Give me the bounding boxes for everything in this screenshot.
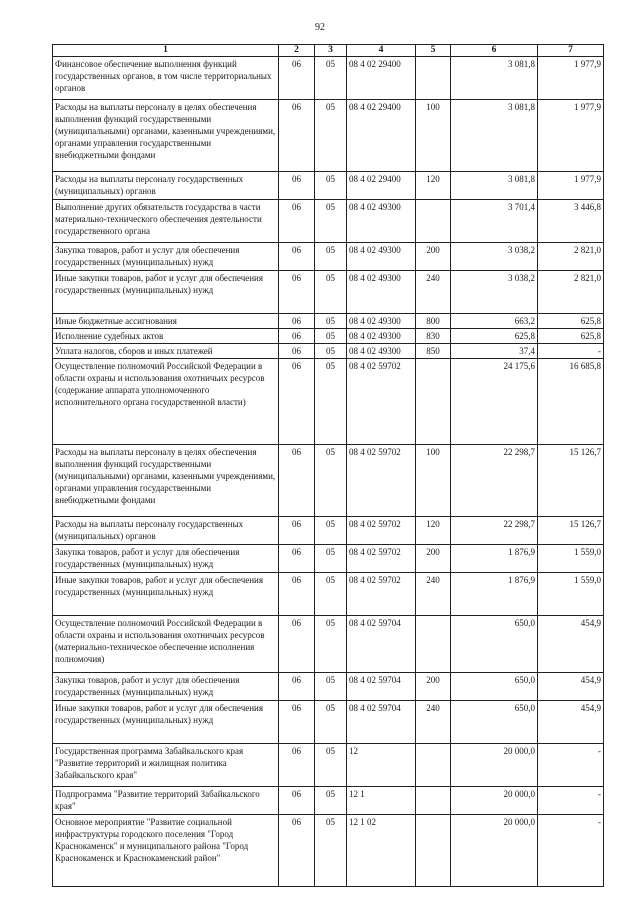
row-amount-approved: 3 081,8 xyxy=(451,172,538,200)
row-target-code: 08 4 02 49300 xyxy=(347,329,416,344)
row-target-code: 08 4 02 29400 xyxy=(347,57,416,100)
row-target-code: 08 4 02 59702 xyxy=(347,517,416,545)
row-amount-executed: 16 685,8 xyxy=(538,359,604,445)
row-section: 06 xyxy=(279,57,315,100)
row-expense-type: 240 xyxy=(416,573,451,616)
table-row xyxy=(53,616,604,673)
row-amount-executed: 1 977,9 xyxy=(538,100,604,172)
row-name: Финансовое обеспечение выполнения функций государственных органов, в том числе территориальных органов xyxy=(53,57,279,100)
table-row xyxy=(53,744,604,787)
row-amount-approved: 650,0 xyxy=(451,701,538,744)
table-row xyxy=(53,573,604,616)
row-amount-executed: 2 821,0 xyxy=(538,243,604,271)
row-section: 06 xyxy=(279,200,315,243)
row-section: 06 xyxy=(279,243,315,271)
row-section: 06 xyxy=(279,573,315,616)
header-col-7: 7 xyxy=(538,45,604,57)
table-row xyxy=(53,100,604,172)
row-subsection: 05 xyxy=(315,445,347,517)
row-amount-approved: 24 175,6 xyxy=(451,359,538,445)
row-subsection: 05 xyxy=(315,100,347,172)
row-subsection: 05 xyxy=(315,172,347,200)
row-section: 06 xyxy=(279,673,315,701)
table-row xyxy=(53,329,604,344)
row-name: Выполнение других обязательств государства в части материально-технического обеспечения деятельности государственного органа xyxy=(53,200,279,243)
row-amount-approved: 3 081,8 xyxy=(451,100,538,172)
row-target-code: 08 4 02 59702 xyxy=(347,545,416,573)
row-subsection: 05 xyxy=(315,57,347,100)
row-subsection: 05 xyxy=(315,517,347,545)
row-amount-approved: 3 701,4 xyxy=(451,200,538,243)
row-section: 06 xyxy=(279,545,315,573)
row-expense-type xyxy=(416,200,451,243)
row-amount-approved: 3 038,2 xyxy=(451,271,538,314)
row-target-code: 08 4 02 59704 xyxy=(347,616,416,673)
row-section: 06 xyxy=(279,445,315,517)
row-amount-approved: 20 000,0 xyxy=(451,744,538,787)
row-expense-type: 850 xyxy=(416,344,451,359)
row-name: Осуществление полномочий Российской Федерации в области охраны и использования охотничьих ресурсов (содержание аппарата уполномоченного исполнительного органа государственной власти) xyxy=(53,359,279,445)
row-amount-approved: 22 298,7 xyxy=(451,445,538,517)
row-target-code: 08 4 02 59702 xyxy=(347,573,416,616)
row-expense-type: 200 xyxy=(416,673,451,701)
table-body xyxy=(53,57,604,887)
row-subsection: 05 xyxy=(315,787,347,815)
row-subsection: 05 xyxy=(315,701,347,744)
row-target-code: 12 xyxy=(347,744,416,787)
table-row xyxy=(53,787,604,815)
row-target-code: 08 4 02 59704 xyxy=(347,701,416,744)
row-name: Иные закупки товаров, работ и услуг для обеспечения государственных (муниципальных) нужд xyxy=(53,573,279,616)
row-section: 06 xyxy=(279,616,315,673)
row-expense-type xyxy=(416,616,451,673)
row-expense-type: 240 xyxy=(416,271,451,314)
row-name: Исполнение судебных актов xyxy=(53,329,279,344)
row-name: Основное мероприятие "Развитие социальной инфраструктуры городского поселения "Город Краснокаменск" и муниципального района "Город Краснокаменск и Краснокаменский район" xyxy=(53,815,279,887)
row-amount-approved: 37,4 xyxy=(451,344,538,359)
row-target-code: 08 4 02 59704 xyxy=(347,673,416,701)
row-expense-type: 830 xyxy=(416,329,451,344)
row-amount-executed: 1 977,9 xyxy=(538,57,604,100)
row-section: 06 xyxy=(279,359,315,445)
row-amount-executed: 625,8 xyxy=(538,329,604,344)
table-row xyxy=(53,673,604,701)
row-amount-executed: - xyxy=(538,344,604,359)
row-section: 06 xyxy=(279,100,315,172)
row-target-code: 08 4 02 59702 xyxy=(347,359,416,445)
row-amount-approved: 1 876,9 xyxy=(451,573,538,616)
row-section: 06 xyxy=(279,344,315,359)
header-col-1: 1 xyxy=(53,45,279,57)
row-section: 06 xyxy=(279,787,315,815)
row-section: 06 xyxy=(279,815,315,887)
row-target-code: 08 4 02 29400 xyxy=(347,100,416,172)
row-name: Закупка товаров, работ и услуг для обеспечения государственных (муниципальных) нужд xyxy=(53,243,279,271)
row-amount-executed: 454,9 xyxy=(538,616,604,673)
header-col-2: 2 xyxy=(279,45,315,57)
row-name: Иные закупки товаров, работ и услуг для обеспечения государственных (муниципальных) нужд xyxy=(53,701,279,744)
row-expense-type: 100 xyxy=(416,100,451,172)
table-row xyxy=(53,815,604,887)
row-section: 06 xyxy=(279,314,315,329)
row-amount-approved: 20 000,0 xyxy=(451,815,538,887)
table-row xyxy=(53,243,604,271)
row-amount-executed: - xyxy=(538,815,604,887)
row-amount-approved: 650,0 xyxy=(451,673,538,701)
row-target-code: 12 1 02 xyxy=(347,815,416,887)
row-expense-type xyxy=(416,744,451,787)
row-amount-approved: 1 876,9 xyxy=(451,545,538,573)
row-name: Расходы на выплаты персоналу государственных (муниципальных) органов xyxy=(53,172,279,200)
row-name: Иные бюджетные ассигнования xyxy=(53,314,279,329)
row-name: Расходы на выплаты персоналу в целях обеспечения выполнения функций государственными (муниципальными) органами, казенными учреждениями, органами управления государственными внебюджетными фондами xyxy=(53,100,279,172)
row-amount-executed: 625,8 xyxy=(538,314,604,329)
row-expense-type: 100 xyxy=(416,445,451,517)
row-target-code: 08 4 02 29400 xyxy=(347,172,416,200)
row-target-code: 08 4 02 49300 xyxy=(347,314,416,329)
row-expense-type: 200 xyxy=(416,243,451,271)
page-number: 92 xyxy=(315,22,325,33)
table-row xyxy=(53,314,604,329)
header-col-6: 6 xyxy=(451,45,538,57)
row-amount-approved: 650,0 xyxy=(451,616,538,673)
row-expense-type: 200 xyxy=(416,545,451,573)
row-amount-approved: 663,2 xyxy=(451,314,538,329)
row-name: Осуществление полномочий Российской Федерации в области охраны и использования охотничьих ресурсов (материально-техническое обеспечение исполнения полномочия) xyxy=(53,616,279,673)
row-target-code: 08 4 02 49300 xyxy=(347,200,416,243)
row-subsection: 05 xyxy=(315,673,347,701)
table-row xyxy=(53,517,604,545)
header-col-5: 5 xyxy=(416,45,451,57)
row-amount-executed: 3 446,8 xyxy=(538,200,604,243)
table-row xyxy=(53,701,604,744)
row-subsection: 05 xyxy=(315,573,347,616)
row-subsection: 05 xyxy=(315,359,347,445)
row-amount-executed: 454,9 xyxy=(538,701,604,744)
row-target-code: 08 4 02 49300 xyxy=(347,271,416,314)
row-section: 06 xyxy=(279,744,315,787)
table-row xyxy=(53,545,604,573)
row-target-code: 08 4 02 49300 xyxy=(347,243,416,271)
row-amount-approved: 20 000,0 xyxy=(451,787,538,815)
table-row xyxy=(53,271,604,314)
row-expense-type: 120 xyxy=(416,172,451,200)
row-subsection: 05 xyxy=(315,744,347,787)
row-amount-executed: 2 821,0 xyxy=(538,271,604,314)
row-section: 06 xyxy=(279,517,315,545)
row-section: 06 xyxy=(279,701,315,744)
row-amount-executed: 15 126,7 xyxy=(538,445,604,517)
row-amount-approved: 3 038,2 xyxy=(451,243,538,271)
row-amount-approved: 22 298,7 xyxy=(451,517,538,545)
row-target-code: 08 4 02 59702 xyxy=(347,445,416,517)
row-section: 06 xyxy=(279,329,315,344)
table-row xyxy=(53,200,604,243)
row-amount-executed: - xyxy=(538,744,604,787)
row-subsection: 05 xyxy=(315,545,347,573)
row-subsection: 05 xyxy=(315,616,347,673)
row-amount-executed: 1 977,9 xyxy=(538,172,604,200)
row-amount-executed: 1 559,0 xyxy=(538,545,604,573)
row-expense-type xyxy=(416,57,451,100)
row-amount-approved: 625,8 xyxy=(451,329,538,344)
row-subsection: 05 xyxy=(315,200,347,243)
row-section: 06 xyxy=(279,271,315,314)
table-row xyxy=(53,344,604,359)
row-amount-executed: 1 559,0 xyxy=(538,573,604,616)
table-row xyxy=(53,172,604,200)
row-subsection: 05 xyxy=(315,243,347,271)
table-row xyxy=(53,359,604,445)
row-subsection: 05 xyxy=(315,329,347,344)
row-subsection: 05 xyxy=(315,314,347,329)
row-amount-executed: - xyxy=(538,787,604,815)
table-row xyxy=(53,57,604,100)
row-expense-type xyxy=(416,359,451,445)
row-name: Иные закупки товаров, работ и услуг для обеспечения государственных (муниципальных) нужд xyxy=(53,271,279,314)
row-name: Уплата налогов, сборов и иных платежей xyxy=(53,344,279,359)
row-name: Подпрограмма "Развитие территорий Забайкальского края" xyxy=(53,787,279,815)
row-expense-type xyxy=(416,815,451,887)
row-name: Расходы на выплаты персоналу в целях обеспечения выполнения функций государственными (муниципальными) органами, казенными учреждениями, органами управления государственными внебюджетными фондами xyxy=(53,445,279,517)
row-target-code: 08 4 02 49300 xyxy=(347,344,416,359)
row-subsection: 05 xyxy=(315,815,347,887)
row-subsection: 05 xyxy=(315,271,347,314)
header-col-4: 4 xyxy=(347,45,416,57)
row-amount-executed: 15 126,7 xyxy=(538,517,604,545)
row-target-code: 12 1 xyxy=(347,787,416,815)
header-col-3: 3 xyxy=(315,45,347,57)
row-expense-type: 240 xyxy=(416,701,451,744)
row-amount-approved: 3 081,8 xyxy=(451,57,538,100)
row-name: Государственная программа Забайкальского края "Развитие территорий и жилищная политика Забайкальского края" xyxy=(53,744,279,787)
row-name: Расходы на выплаты персоналу государственных (муниципальных) органов xyxy=(53,517,279,545)
row-section: 06 xyxy=(279,172,315,200)
row-name: Закупка товаров, работ и услуг для обеспечения государственных (муниципальных) нужд xyxy=(53,545,279,573)
row-amount-executed: 454,9 xyxy=(538,673,604,701)
row-expense-type: 800 xyxy=(416,314,451,329)
row-expense-type: 120 xyxy=(416,517,451,545)
table-row xyxy=(53,445,604,517)
budget-table xyxy=(52,44,604,887)
row-expense-type xyxy=(416,787,451,815)
row-subsection: 05 xyxy=(315,344,347,359)
table-header-row xyxy=(53,45,604,57)
row-name: Закупка товаров, работ и услуг для обеспечения государственных (муниципальных) нужд xyxy=(53,673,279,701)
